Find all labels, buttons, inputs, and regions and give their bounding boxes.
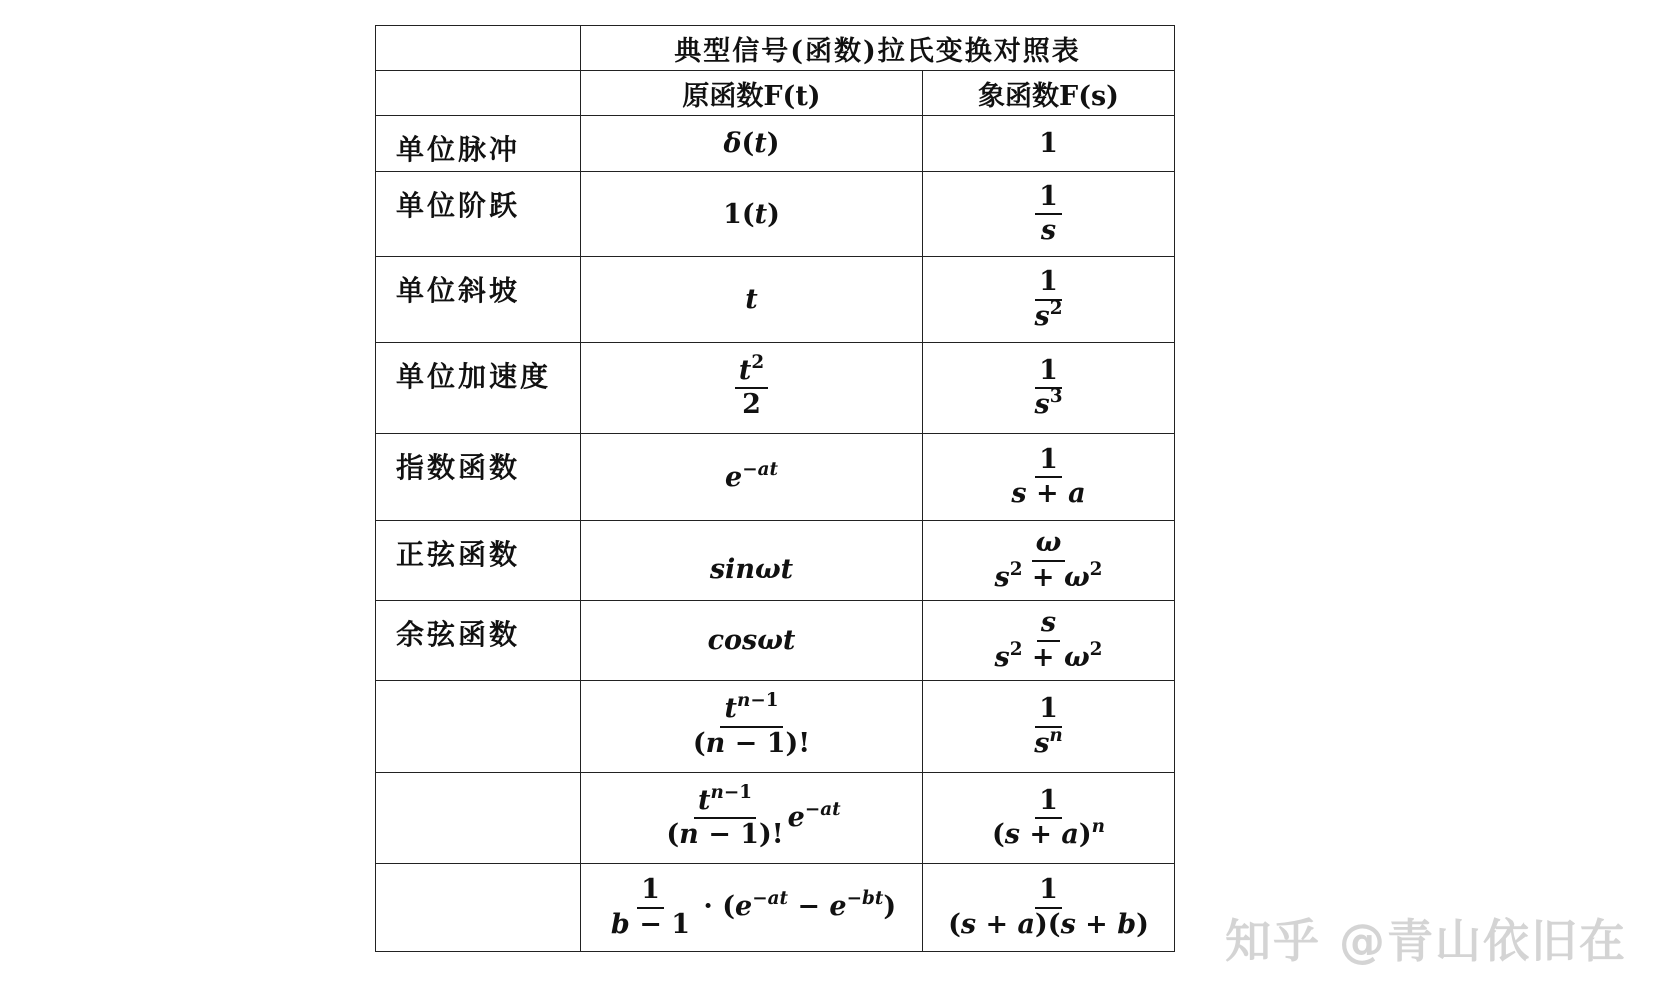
row-name: 正弦函数: [376, 521, 581, 601]
formula-transform: $\frac{1}{s + a}$: [923, 434, 1175, 521]
formula-original: 1(t): [581, 172, 923, 257]
table-row: [376, 257, 1175, 343]
formula-original: $e^{-at}$: [581, 434, 923, 521]
row-name: 单位斜坡: [376, 257, 581, 343]
table-row: [376, 434, 1175, 521]
table-row: [376, 773, 1175, 864]
corner-cell: [376, 71, 581, 116]
watermark: 知乎 @青山依旧在: [1225, 914, 1628, 968]
table-title: 典型信号(函数)拉氏变换对照表: [581, 26, 1175, 71]
row-name: [376, 773, 581, 864]
row-name: 指数函数: [376, 434, 581, 521]
corner-cell: [376, 26, 581, 71]
formula-original: cosωt: [581, 601, 923, 681]
formula-transform: $\frac{s}{s^2 + \omega^2}$: [923, 601, 1175, 681]
formula-transform: $\frac{1}{s^3}$: [923, 343, 1175, 434]
formula-transform: $\frac{1}{s}$: [923, 172, 1175, 257]
table-row: [376, 172, 1175, 257]
header-original-function: 原函数F(t): [581, 71, 923, 116]
formula-transform: 1: [923, 116, 1175, 172]
table-row: [376, 681, 1175, 773]
row-name: 单位加速度: [376, 343, 581, 434]
row-name: [376, 864, 581, 952]
formula-original: sinωt: [581, 521, 923, 601]
formula-original: t: [581, 257, 923, 343]
row-name: [376, 681, 581, 773]
formula-original: δ(t): [581, 116, 923, 172]
formula-transform: $\frac{1}{s^n}$: [923, 681, 1175, 773]
formula-original: $\frac{t^2}{2}$: [581, 343, 923, 434]
table-row: [376, 864, 1175, 952]
table-row: [376, 343, 1175, 434]
table-row: [376, 521, 1175, 601]
formula-original: $\frac{t^{n-1}}{(n - 1)!}$: [581, 681, 923, 773]
formula-transform: $\frac{1}{(s + a)^n}$: [923, 773, 1175, 864]
formula-transform: $\frac{1}{s^2}$: [923, 257, 1175, 343]
row-name: 余弦函数: [376, 601, 581, 681]
formula-transform: $\frac{\omega}{s^2 + \omega^2}$: [923, 521, 1175, 601]
formula-transform: $\frac{1}{(s + a)(s + b)}$: [923, 864, 1175, 952]
row-name: 单位阶跃: [376, 172, 581, 257]
header-transform-function: 象函数F(s): [923, 71, 1175, 116]
formula-original: $\frac{t^{n-1}}{(n - 1)!}$ $e^{-at}$: [581, 773, 923, 864]
formula-original: $\frac{1}{b - 1}$ · $(e^{-at} - e^{-bt})$: [581, 864, 923, 952]
laplace-transform-table: [375, 25, 1175, 952]
row-name: 单位脉冲: [376, 116, 581, 172]
table-row: [376, 116, 1175, 172]
table-row: [376, 601, 1175, 681]
